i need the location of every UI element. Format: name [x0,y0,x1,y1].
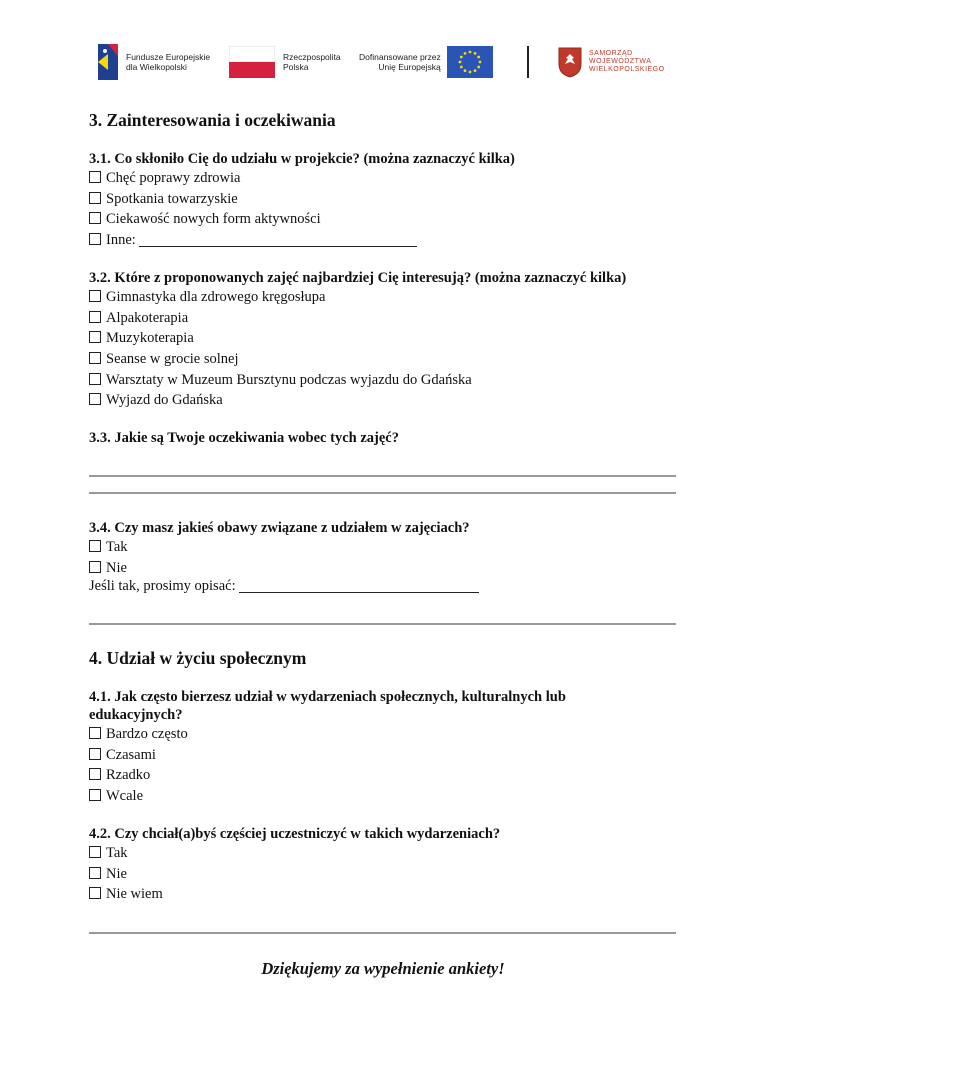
wlkp-logo-line1: SAMORZĄD [589,50,633,57]
option-checkbox[interactable] [89,745,188,766]
eu-star-icon [468,51,471,54]
question-4-2-title: 4.2. Czy chciał(a)byś częściej uczestniczyć w takich wydarzeniach? [89,826,501,842]
eu-star-icon [477,56,480,59]
thank-you-message: Dziękujemy za wypełnienie ankiety! [261,959,505,978]
rzeczpospolita-polska-logo [229,42,341,82]
question-3-1-title: 3.1. Co skłoniło Cię do udziału w projekcie? (można zaznaczyć kilka) [89,151,515,167]
question-3-2-title: 3.2. Które z proponowanych zajęć najbardziej Cię interesują? (można zaznaczyć kilka) [89,270,627,286]
option-checkbox[interactable] [89,287,472,308]
eu-star-icon [468,71,471,74]
checkbox-icon[interactable] [89,748,101,760]
option-checkbox[interactable] [89,189,417,210]
option-checkbox[interactable] [89,209,417,230]
checkbox-icon[interactable] [89,352,101,364]
checkbox-icon[interactable] [89,290,101,302]
checkbox-icon[interactable] [89,212,101,224]
logo-bar [96,42,676,82]
checkbox-icon[interactable] [89,727,101,739]
option-label: Alpakoterapia [106,309,189,326]
describe-row [89,578,479,595]
option-other[interactable] [89,230,417,251]
fe-logo-line1: Fundusze Europejskie [126,52,211,62]
option-label: Muzykoterapia [106,330,194,347]
logo-divider [527,46,529,78]
option-checkbox[interactable] [89,558,128,579]
question-4-2-options [89,843,163,905]
eu-star-icon [460,56,463,59]
eu-star-icon [460,66,463,69]
eu-logo-line1: Dofinansowane przez [359,52,441,62]
eu-funding-logo [359,42,493,82]
wlkp-logo-line2: WOJEWÓDZTWA [589,58,652,65]
option-checkbox[interactable] [89,370,472,391]
option-label: Seanse w grocie solnej [106,351,239,368]
option-checkbox[interactable] [89,765,188,786]
pl-logo-line2: Polska [283,62,309,72]
eu-logo-line2: Unię Europejską [378,62,441,72]
option-label: Ciekawość nowych form aktywności [106,211,321,228]
checkbox-icon[interactable] [89,867,101,879]
section-divider [89,932,676,934]
coat-of-arms-icon [557,46,583,78]
option-label: Nie wiem [106,886,163,903]
eu-star-icon [473,52,476,55]
question-3-4-title: 3.4. Czy masz jakieś obawy związane z udziałem w zajęciach? [89,520,470,536]
option-checkbox[interactable] [89,168,417,189]
option-label: Czasami [106,746,156,763]
question-4-1-title: 4.1. Jak często bierzesz udział w wydarzeniach społecznych, kulturalnych lub edukacyjnych? [89,689,566,723]
checkbox-icon[interactable] [89,373,101,385]
option-label: Bardzo często [106,726,188,742]
question-3-3-title: 3.3. Jakie są Twoje oczekiwania wobec tych zajęć? [89,430,399,446]
polish-flag-icon [229,46,275,78]
option-checkbox[interactable] [89,843,163,864]
samorzad-wielkopolski-logo [557,42,665,82]
checkbox-icon[interactable] [89,171,101,183]
option-checkbox[interactable] [89,390,472,411]
pl-logo-line1: Rzeczpospolita [283,52,341,62]
checkbox-icon[interactable] [89,540,101,552]
answer-line[interactable] [89,623,676,625]
option-checkbox[interactable] [89,328,472,349]
eu-star-icon [458,61,461,64]
option-label: Chęć poprawy zdrowia [106,170,241,186]
question-3-4-options [89,537,128,578]
option-checkbox[interactable] [89,786,188,807]
option-label: Tak [106,845,128,861]
option-checkbox[interactable] [89,537,128,558]
option-checkbox[interactable] [89,308,472,329]
checkbox-icon[interactable] [89,393,101,405]
question-4-1-options [89,724,188,807]
checkbox-icon[interactable] [89,789,101,801]
other-text-field[interactable] [139,232,417,247]
option-label: Wyjazd do Gdańska [106,392,223,409]
checkbox-icon[interactable] [89,561,101,573]
question-3-2-options [89,287,472,411]
section-4-title: 4. Udział w życiu społecznym [89,648,307,668]
option-checkbox[interactable] [89,724,188,745]
checkbox-icon[interactable] [89,192,101,204]
option-checkbox[interactable] [89,864,163,885]
answer-line[interactable] [89,492,676,494]
option-checkbox[interactable] [89,349,472,370]
question-3-1-options [89,168,417,251]
option-label: Wcale [106,788,144,805]
option-label: Spotkania towarzyskie [106,190,238,207]
option-other-label: Inne: [106,232,136,249]
checkbox-icon[interactable] [89,311,101,323]
eu-flag-icon [447,46,493,78]
checkbox-icon[interactable] [89,768,101,780]
fe-emblem-icon [96,42,120,82]
wlkp-logo-line3: WIELKOPOLSKIEGO [589,66,665,73]
option-checkbox[interactable] [89,884,163,905]
option-label: Nie [106,559,127,576]
describe-label: Jeśli tak, prosimy opisać: [89,578,236,594]
checkbox-icon[interactable] [89,846,101,858]
checkbox-icon[interactable] [89,887,101,899]
option-label: Tak [106,539,128,555]
option-label: Gimnastyka dla zdrowego kręgosłupa [106,289,326,305]
checkbox-icon[interactable] [89,233,101,245]
option-label: Rzadko [106,767,151,784]
fe-logo-line2: dla Wielkopolski [126,62,187,72]
section-3-title: 3. Zainteresowania i oczekiwania [89,110,336,130]
eu-star-icon [473,69,476,72]
option-label: Nie [106,865,127,882]
eu-star-icon [477,66,480,69]
option-label: Warsztaty w Muzeum Bursztynu podczas wyjazdu do Gdańska [106,371,472,388]
eu-star-icon [463,52,466,55]
describe-text-field[interactable] [239,578,479,593]
eu-star-icon [463,69,466,72]
checkbox-icon[interactable] [89,331,101,343]
eu-star-icon [478,61,481,64]
answer-line[interactable] [89,475,676,477]
fundusze-europejskie-logo [96,42,210,82]
